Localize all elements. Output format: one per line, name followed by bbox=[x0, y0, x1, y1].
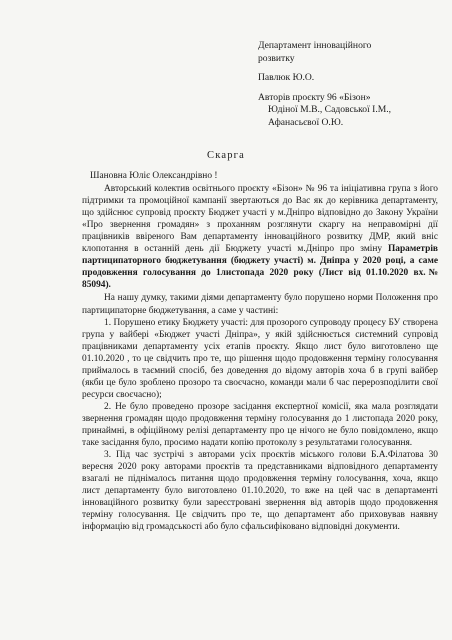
recipient-department-cont: розвитку bbox=[258, 52, 295, 64]
paragraph-4: 2. Не було проведено прозоре засідання експертної комісії, яка мала розглядати звернення громадян щодо продовження терміну голосування до 1 листопада 2020 року, принаймні, в офіційному релізі департаменту про це нічого не було повідомлено, якщо таке засідання було, просимо надати копію протоколу з результатами голосування. bbox=[82, 401, 438, 449]
recipient-name: Павлюк Ю.О. bbox=[258, 72, 315, 84]
paragraph-1-ref: (Лист від 01.10.2020 вх.№ 85094). bbox=[82, 268, 438, 291]
paragraph-2: На нашу думку, такими діями департаменту було порушено норми Положення про партиципаторне бюджетування, а саме у частині: bbox=[82, 293, 438, 316]
paragraph-1-bold: Параметрів партиципаторного бюджетування (бюджету участі) м. Дніпра у 2020 році, а саме продовження голосування до 1листопада 2020 року bbox=[82, 244, 438, 279]
sender-names-cont: Афанасьєвої О.Ю. bbox=[268, 116, 344, 128]
paragraph-3: 1. Порушено етику Бюджету участі: для прозорого супроводу процесу БУ створена група у вайбері «Бюджет участі Дніпра», у якій здійснюється системний супровід працівниками департаменту усіх етапів проєкту. Якщо лист було виготовлено ще 01.10.2020 , то це свідчить про те, що рішення щодо продовження терміну голосування приймалось в таємний спосіб, без доведення до відому авторів хоча б в групі вайбер (якби це було зроблено прозоро та своєчасно, команди мали б час перерозподілити свої ресурси своєчасно); bbox=[82, 317, 438, 400]
paragraph-1-text: Авторський колектив освітнього проєкту «Бізон» № 96 та ініціативна група з його підтримки та промоційної кампанії звертаються до Вас як до керівника департаменту, що здійснює супровід проєкту Бюджет участі у м.Дніпро відповідно до Закону України «Про звернення громадян» з проханням розглянути скаргу на неправомірні дії працівників ввіреного Вам департаменту інноваційного розвитку ДМР, який вніс клопотання в останній день дії Бюджету участі м.Дніпро про зміну bbox=[82, 184, 438, 255]
paragraph-1 bbox=[82, 183, 438, 291]
recipient-block bbox=[258, 40, 443, 130]
document-title: Скарга bbox=[206, 150, 246, 161]
paragraph-5: 3. Під час зустрічі з авторами усіх проєктів міського голови Б.А.Філатова 30 вересня 2020 року авторами проєктів та представниками відповідного департаменту взагалі не піднімалось питання щодо продовження терміну голосування, хоча, якщо лист департаменту було виготовлено 01.10.2020, то вже на цей час в департаменті інноваційного розвитку були зареєстровані звернення від авторів щодо продовження терміну голосування. Це свідчить про те, що департамент або приховував наявну інформацію від громадськості або було сфальсифіковано відповідні документи. bbox=[82, 450, 438, 533]
salutation: Шановна Юліє Олександрівно ! bbox=[90, 171, 218, 181]
recipient-department: Департамент інноваційного bbox=[258, 40, 372, 51]
letter-body bbox=[82, 170, 438, 533]
sender-names: Юдіної М.В., Садовської І.М., bbox=[268, 104, 392, 116]
sender-line: Авторів проєкту 96 «Бізон» bbox=[258, 91, 371, 103]
